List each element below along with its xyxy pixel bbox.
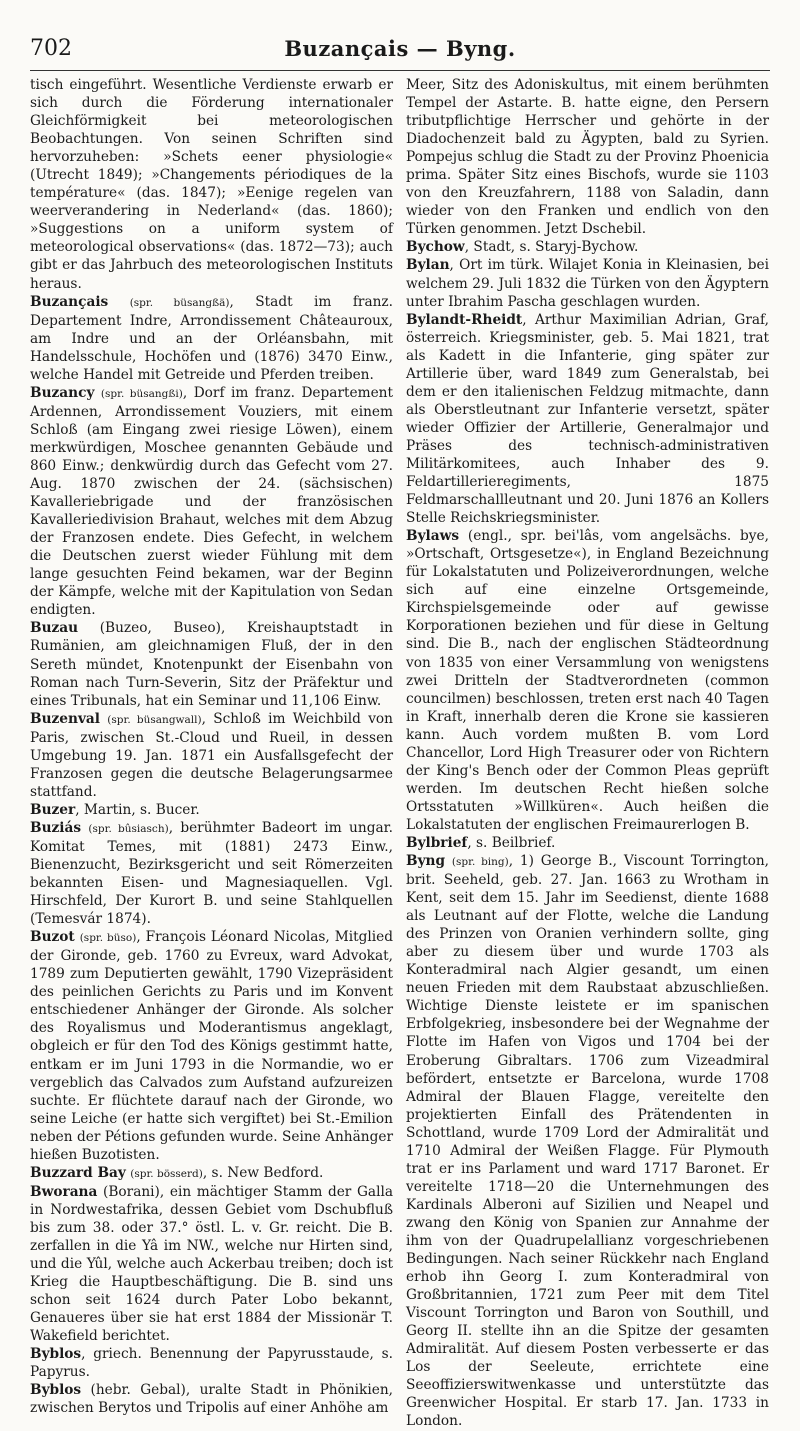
entry-text: (engl., spr. bei'lâs, vom angelsächs. bye, »Ortschaft, Ortsgesetze«), in England Bezeichnung für Lokalstatuten und Polizeiverordnungen, welche sich auf eine einzelne Ortsgemeinde, Kirchspielsgemeinde oder auf gewisse Korporationen beziehen und für diese in Geltung sind. Die B., nach der englischen Städteordnung von 1835 von einer Versammlung von wenigstens zwei Dritteln der Stadtverordneten (common councilmen) beschlossen, treten erst nach 40 Tagen in Kraft, innerhalb deren die Krone sie kassieren kann. Auch vordem mußten B. vom Lord Chancellor, Lord High Treasurer oder von Richtern der King's Bench oder der Common Pleas geprüft werden. Im deutschen Recht hießen solche Ortsstatuten »Willküren«. Auch heißen die Lokalstatuten der englischen Freimaurerlogen B. [406,528,769,833]
entry-text: , Stadt, s. Staryj-Bychow. [464,239,639,256]
entry-headword: Buzau [30,620,79,637]
dictionary-entry [30,710,393,801]
entry-text: (Buzeo, Buseo), Kreishauptstadt in Rumänien, am gleichnamigen Fluß, der in den Sereth mündet, Knotenpunkt der Eisenbahn von Roman nach Turn-Severin, Sitz der Präfektur und eines Tribunals, hat ein Seminar und 11,106 Einw. [30,620,393,709]
entry-headword: Buzancy [30,384,95,401]
right-column [406,76,769,1431]
entry-text: , s. Beilbrief. [467,834,556,851]
entry-headword: Buziás [30,819,82,836]
entry-text: , Schloß im Weichbild von Paris, zwischen St.-Cloud und Rueil, in dessen Umgebung 19. Jan. 1871 ein Ausfallsgefecht der Franzosen gegen die deutsche Belagerungsarmee stattfand. [30,710,393,800]
entry-headword: Byblos [30,1382,82,1399]
entry-pronunciation: (spr. bûsiasch) [88,822,169,835]
entry-text: , griech. Benennung der Papyrusstaude, s. Papyrus. [30,1346,393,1381]
dictionary-entry [406,852,769,1431]
entry-headword: Bylbrief [406,834,468,851]
dictionary-entry [30,801,393,819]
entry-headword: Buzançais [30,293,109,310]
entry-text: , Martin, s. Bucer. [75,801,200,818]
dictionary-entry [30,384,393,620]
page-number: 702 [30,36,72,61]
left-column [30,76,393,1417]
entry-pronunciation: (spr. bösserd) [130,1167,203,1180]
entry-text: , François Léonard Nicolas, Mitglied der Gironde, geb. 1760 zu Evreux, ward Advokat, 1789 zum Deputierten gewählt, 1790 Vizepräsident des peinlichen Gerichts zu Paris und im Konvent entschiedener Anhänger der Gironde. Als solcher des Royalismus und Moderantismus angeklagt, obgleich er für den Tod des Königs gestimmt hatte, entkam er im Juni 1793 in die Normandie, wo er vergeblich das Calvados zum Aufstand aufzureizen suchte. Er flüchtete darauf nach der Gironde, wo seine Leiche (er hatte sich vergiftet) bei St.-Emilion neben der Pétions gefunden wurde. Seine Anhänger hießen Buzotisten. [30,929,393,1163]
entry-pronunciation: (spr. büsangwall) [107,713,202,726]
entry-text: , Stadt im franz. Departement Indre, Arrondissement Châteauroux, am Indre und an der Orléansbahn, mit Handelsschule, Hochöfen und (1876) 3470 Einw., welche Handel mit Getreide und Pferden treiben. [30,293,393,383]
page-header [30,36,770,66]
entry-headword: Bychow [406,239,465,256]
entry-headword: Byng [406,853,446,870]
entry-text: , Dorf im franz. Departement Ardennen, Arrondissement Vouziers, mit einem Schloß (am Eingang zwei riesige Löwen), einem merkwürdigen, Moschee genannten Gebäude und 860 Einw.; denkwürdig durch das Gefecht vom 27. Aug. 1870 zwischen der 24. (sächsischen) Kavalleriebrigade und der französischen Kavalleriedivision Brahaut, welches mit dem Abzug der Franzosen endete. Dies Gefecht, in welchem die Deutschen zuerst wieder Fühlung mit dem lange gesuchten Feind bekamen, war der Beginn der Kämpfe, welche mit der Kapitulation von Sedan endigten. [30,384,393,619]
entry-headword: Bworana [30,1183,98,1200]
entry-pronunciation: (spr. büso) [79,932,137,945]
entry-headword: Buzzard Bay [30,1164,126,1181]
dictionary-entry [30,619,393,709]
entry-headword: Byblos [30,1346,82,1363]
entry-pronunciation: (spr. büsangßi) [100,387,183,400]
entry-text: , 1) George B., Viscount Torrington, brit. Seeheld, geb. 27. Jan. 1663 zu Wrotham in Kent, seit dem 15. Jahr im Seedienst, diente 1688 als Leutnant auf der Flotte, welche die Landung des Prinzen von Oranien verhindern sollte, ging aber zu diesem über und wurde 1703 als Konteradmiral nach Algier gesandt, um einen neuen Frieden mit dem Raubstaat abzuschließen. Wichtige Dienste leistete er im spanischen Erbfolgekrieg, insbesondere bei der Wegnahme der Flotte im Hafen von Vigos und 1704 bei der Eroberung Gibraltars. 1706 zum Vizeadmiral befördert, entsetzte er Barcelona, wurde 1708 Admiral der Blauen Flagge, vereitelte den projektierten Einfall des Prätendenten in Schottland, wurde 1709 Lord der Admiralität und 1710 Admiral der Weißen Flagge. Für Plymouth trat er ins Parlament und ward 1717 Baronet. Er vereitelte 1718—20 die Unternehmungen des Kardinals Alberoni auf Sizilien und Neapel und zwang den König von Spanien zur Annahme der ihm von der Quadrupelallianz vorgeschriebenen Bedingungen. Nach seiner Rückkehr nach England erhob ihn Georg I. zum Konteradmiral von Großbritannien, 1721 zum Peer mit dem Titel Viscount Torrington und Baron von Southill, und Georg II. stellte ihn an die Spitze der gesamten Admiralität. Auf diesem Posten verbesserte er das Los der Seeleute, errichtete eine Seeoffizierswitwenkasse und unterstützte das Greenwicher Hospital. Er starb 17. Jan. 1733 in London. [406,853,769,1430]
entry-headword: Buzenval [30,710,100,727]
entry-text: , berühmter Badeort im ungar. Komitat Temes, mit (1881) 2473 Einw., Bienenzucht, Bezirksgericht und seit Römerzeiten bekannten Eisen- und Magnesiaquellen. Vgl. Hirschfeld, Der Kurort B. und seine Stahlquellen (Temesvár 1874). [30,819,394,928]
dictionary-entry [406,527,769,834]
dictionary-entry [406,834,769,852]
entry-text: , Ort im türk. Wilajet Konia in Kleinasien, bei welchem 29. Juli 1832 die Türken von den Ägyptern unter Ibrahim Pascha geschlagen wurden. [406,257,769,310]
entry-text: (hebr. Gebal), uralte Stadt in Phönikien, zwischen Berytos und Tripolis auf einer Anhöhe am [30,1382,393,1417]
entry-text: (Borani), ein mächtiger Stamm der Galla in Nordwestafrika, dessen Gebiet vom Dschubfluß bis zum 38. oder 37.° östl. L. v. Gr. reicht. Die B. zerfallen in die Yâ im NW., welche nur Hirten sind, und die Yûl, welche auch Ackerbau treiben; doch ist Krieg die Hauptbeschäftigung. Die B. sind uns schon seit 1624 durch Pater Lobo bekannt, Genaueres über sie hat erst 1884 der Missionär T. Wakefield berichtet. [30,1183,393,1345]
dictionary-entry [30,1381,393,1417]
entry-headword: Buzer [30,801,76,818]
dictionary-entry [30,1183,393,1345]
dictionary-entry [30,1164,393,1183]
dictionary-entry [406,76,769,238]
entry-text: Meer, Sitz des Adoniskultus, mit einem berühmten Tempel der Astarte. B. hatte eigne, den Persern tributpflichtige Herrscher und gehörte in der Diadochenzeit bald zu Ägypten, bald zu Syrien. Pompejus schlug die Stadt zu der Provinz Phoenicia prima. Später Sitz eines Bischofs, wurde sie 1103 von den Kreuzfahrern, 1188 von Saladin, dann wieder von den Franken und endlich von den Türken genommen. Jetzt Dschebil. [406,77,769,238]
entry-headword: Bylandt-Rheidt [406,311,523,328]
entry-headword: Bylan [406,257,450,274]
entry-pronunciation: (spr. büsangßä) [129,296,230,309]
entry-headword: Bylaws [406,528,460,545]
dictionary-entry [30,293,393,384]
entry-pronunciation: (spr. bing) [451,856,509,869]
dictionary-entry [30,928,393,1164]
dictionary-entry [406,311,769,528]
dictionary-entry [30,1345,393,1381]
entry-headword: Buzot [30,929,75,946]
running-title: Buzançais — Byng. [284,36,516,61]
dictionary-entry [30,819,393,928]
entry-text: , s. New Bedford. [202,1164,324,1181]
dictionary-entry [406,238,769,256]
entry-text: , Arthur Maximilian Adrian, Graf, österreich. Kriegsminister, geb. 5. Mai 1821, trat als Kadett in die Infanterie, ging später zur Artillerie über, ward 1849 zum Generalstab, bei dem er den italienischen Feldzug mitmachte, dann als Oberstleutnant zur Infanterie versetzt, später wieder Offizier der Artillerie, Generalmajor und Präses des technisch-administrativen Militärkomitees, auch Inhaber des 9. Feldartillerieregiments, 1875 Feldmarschallleutnant und 20. Juni 1876 an Kollers Stelle Reichskriegsminister. [406,311,769,527]
header-rule [30,70,770,71]
dictionary-entry [406,256,769,310]
dictionary-entry [30,76,393,293]
entry-text: tisch eingeführt. Wesentliche Verdienste erwarb er sich durch die Förderung internationaler Gleichförmigkeit bei meteorologischen Beobachtungen. Von seinen Schriften sind hervorzuheben: »Schets eener physiologie« (Utrecht 1849); »Changements périodiques de la température« (das. 1847); »Eenige regelen van weerverandering in Nederland« (das. 1860); »Suggestions on a uniform system of meteorological observations« (das. 1872—73); auch gibt er das Jahrbuch des meteorologischen Instituts heraus. [30,77,393,292]
